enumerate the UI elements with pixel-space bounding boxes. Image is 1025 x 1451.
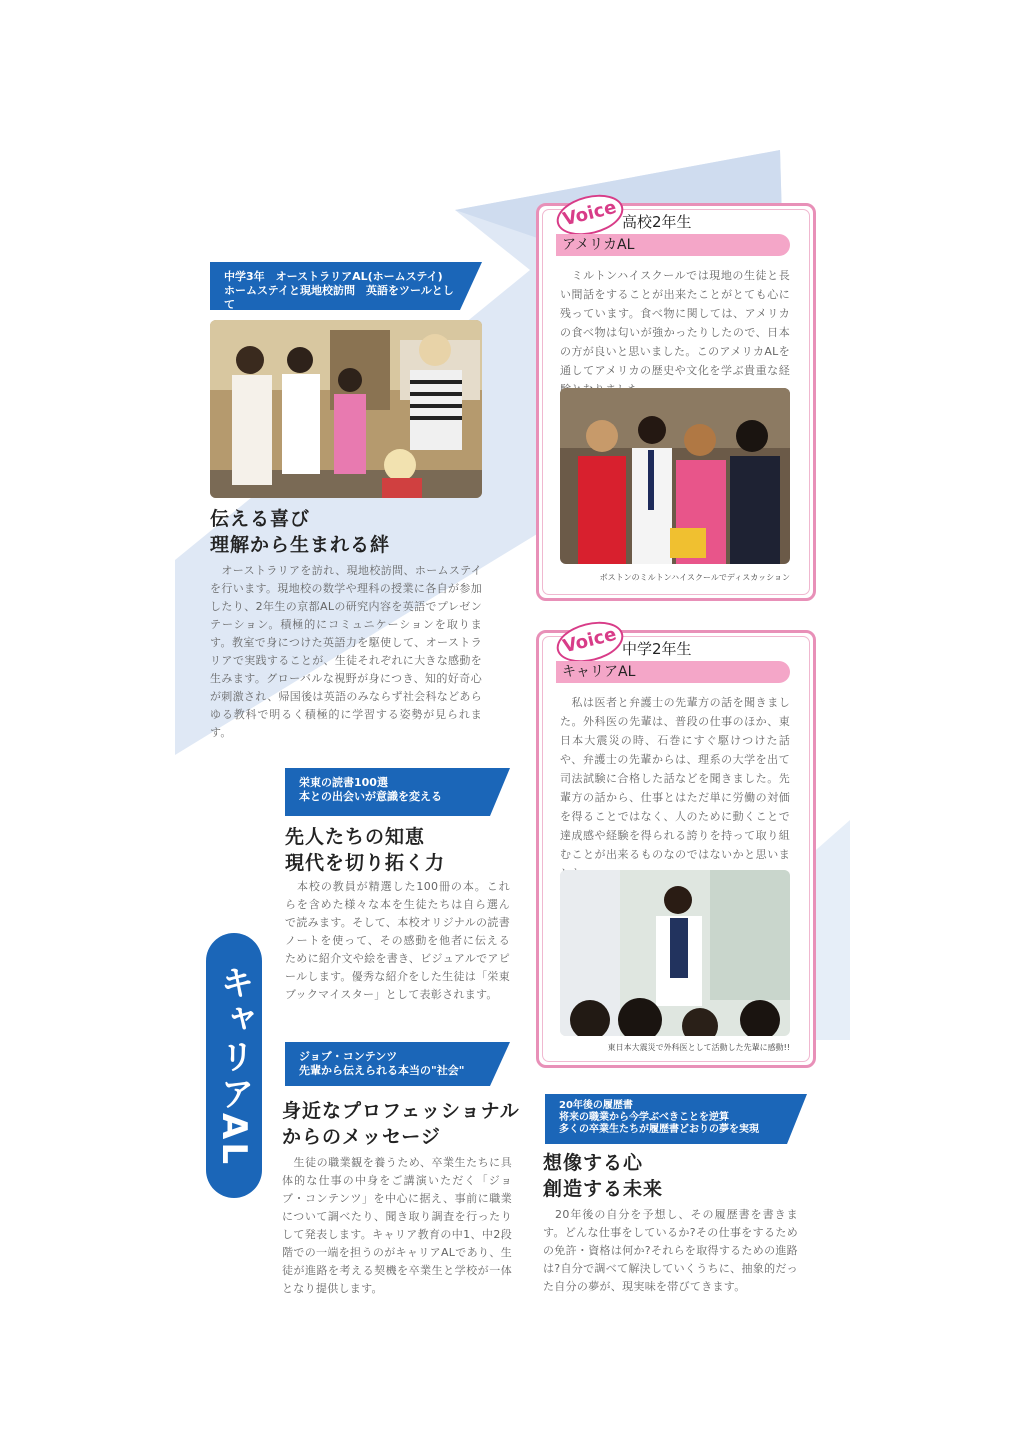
voice2-body: 私は医者と弁護士の先輩方の話を聞きました。外科医の先輩は、普段の仕事のほか、東日本大震災の時、石巻にすぐ駆けつけた話や、弁護士の先輩からは、理系の大学を出て司法試験に合格した話などを聞きました。先輩方の話から、仕事とはただ単に労働の対価を得ることではなく、人のために動くことで達成感や経験を得られる誇りを持って取り組むことが出来るものなのではないかと思いま bbox=[560, 696, 790, 861]
voice2-badge: Voice bbox=[552, 615, 627, 668]
vertical-title-career-al: キャリアAL bbox=[206, 933, 262, 1198]
section4-tag-line3: 多くの卒業生たちが履歴書どおりの夢を実現 bbox=[559, 1124, 759, 1135]
section1-heading-line2: 理解から生まれる絆 bbox=[210, 534, 391, 556]
section2-body: 本校の教員が精選した100冊の本。これらを含めた様々な本を生徒たちは自ら選んで読みます。そして、本校オリジナルの読書ノートを使って、その感動を他者に伝えるために紹介文や絵を書き、ビジュアルでアピールします。優秀な紹介をした生徒は「栄東ブックマイスター」として表彰されます。 bbox=[285, 880, 510, 1001]
section2-tag bbox=[285, 768, 510, 816]
voice2-grade: 中学2年生 bbox=[622, 640, 692, 658]
section4-heading-line2: 創造する未来 bbox=[543, 1178, 664, 1200]
voice1-badge: Voice bbox=[552, 188, 627, 241]
section2-tag-line2: 本との出会いが意識を変える bbox=[299, 790, 442, 803]
section1-body: オーストラリアを訪れ、現地校訪問、ホームステイを行います。現地校の数学や理科の授業に各自が参加したり、2年生の京都ALの研究内容を英語でプレゼンテーション。積極的にコミュニケーションを取ります。教室で身につけた英語力を駆使して、オーストラリアで実践することが、生徒それぞれに大きな感動を生みます。グローバルな視野が身につき、知的好奇心が刺激され、帰国後は英語のみならず社会科などあらゆる教科で明るく積極的に学習する姿勢が見られます。 bbox=[210, 564, 482, 739]
milton-high-school-photo bbox=[560, 388, 790, 564]
voice1-caption: ボストンのミルトンハイスクールでディスカッション bbox=[599, 573, 790, 582]
section1-heading-line1: 伝える喜び bbox=[210, 508, 311, 530]
section1-tag-line1: 中学3年 オーストラリアAL(ホームステイ) bbox=[224, 270, 443, 283]
section1-tag bbox=[210, 262, 482, 310]
voice1-grade: 高校2年生 bbox=[622, 213, 692, 231]
voice2-program-bar: キャリアAL bbox=[556, 661, 790, 683]
section4-heading-line1: 想像する心 bbox=[543, 1152, 644, 1174]
voice2-caption: 東日本大震災で外科医として活動した先輩に感動!! bbox=[607, 1043, 790, 1052]
section4-tag-line2: 将来の職業から今学ぶべきことを逆算 bbox=[559, 1112, 729, 1123]
section2-heading bbox=[285, 824, 525, 876]
voice1-program-bar: アメリカAL bbox=[556, 234, 790, 256]
section4-tag bbox=[545, 1094, 807, 1144]
homestay-photo bbox=[210, 320, 482, 498]
section4-body: 20年後の自分を予想し、その履歴書を書きます。どんな仕事をしているか?その仕事をするための免許・資格は何か?それらを取得するための進路は?自分で調べて解決していくうちに、抽象的だった自分の夢が、現実味を帯びてきます。 bbox=[543, 1208, 798, 1293]
section3-tag bbox=[285, 1042, 510, 1086]
section2-heading-line2: 現代を切り拓く力 bbox=[285, 852, 446, 874]
voice1-body: ミルトンハイスクールでは現地の生徒と長い間話をすることが出来たことがとても心に残っています。食べ物に関しては、アメリカの食べ物は匂いが強かったりしたので、日本の方が良いと思いました。このアメリカALを通してアメリカの歴史や文化を学ぶ貴重な経 bbox=[560, 269, 790, 377]
section2-tag-line1: 栄東の読書100選 bbox=[299, 776, 388, 789]
section3-tag-line2: 先輩から伝えられる本当の"社会" bbox=[299, 1064, 465, 1077]
section1-tag-line2: ホームステイと現地校訪問 英語をツールとして bbox=[224, 284, 454, 311]
section4-heading bbox=[543, 1150, 803, 1202]
section1-heading bbox=[210, 506, 490, 558]
section4-tag-line1: 20年後の履歴書 bbox=[559, 1100, 633, 1111]
section2-heading-line1: 先人たちの知恵 bbox=[285, 826, 426, 848]
section3-heading-line1: 身近なプロフェッショナル bbox=[282, 1100, 520, 1122]
section3-tag-line1: ジョブ・コンテンツ bbox=[299, 1050, 398, 1063]
section3-heading bbox=[282, 1098, 532, 1150]
doctor-lecture-photo bbox=[560, 870, 790, 1036]
section3-heading-line2: からのメッセージ bbox=[282, 1126, 441, 1148]
section3-body: 生徒の職業観を養うため、卒業生たちに具体的な仕事の中身をご講演いただく「ジョブ・コンテンツ」を中心に据え、事前に職業について調べたり、聞き取り調査を行ったりして発表します。キャリア教育の中1、中2段階での一端を担うのがキャリアALであり、生徒が進路を考える契機を卒業生と学校が一体となり提供します。 bbox=[282, 1156, 512, 1295]
